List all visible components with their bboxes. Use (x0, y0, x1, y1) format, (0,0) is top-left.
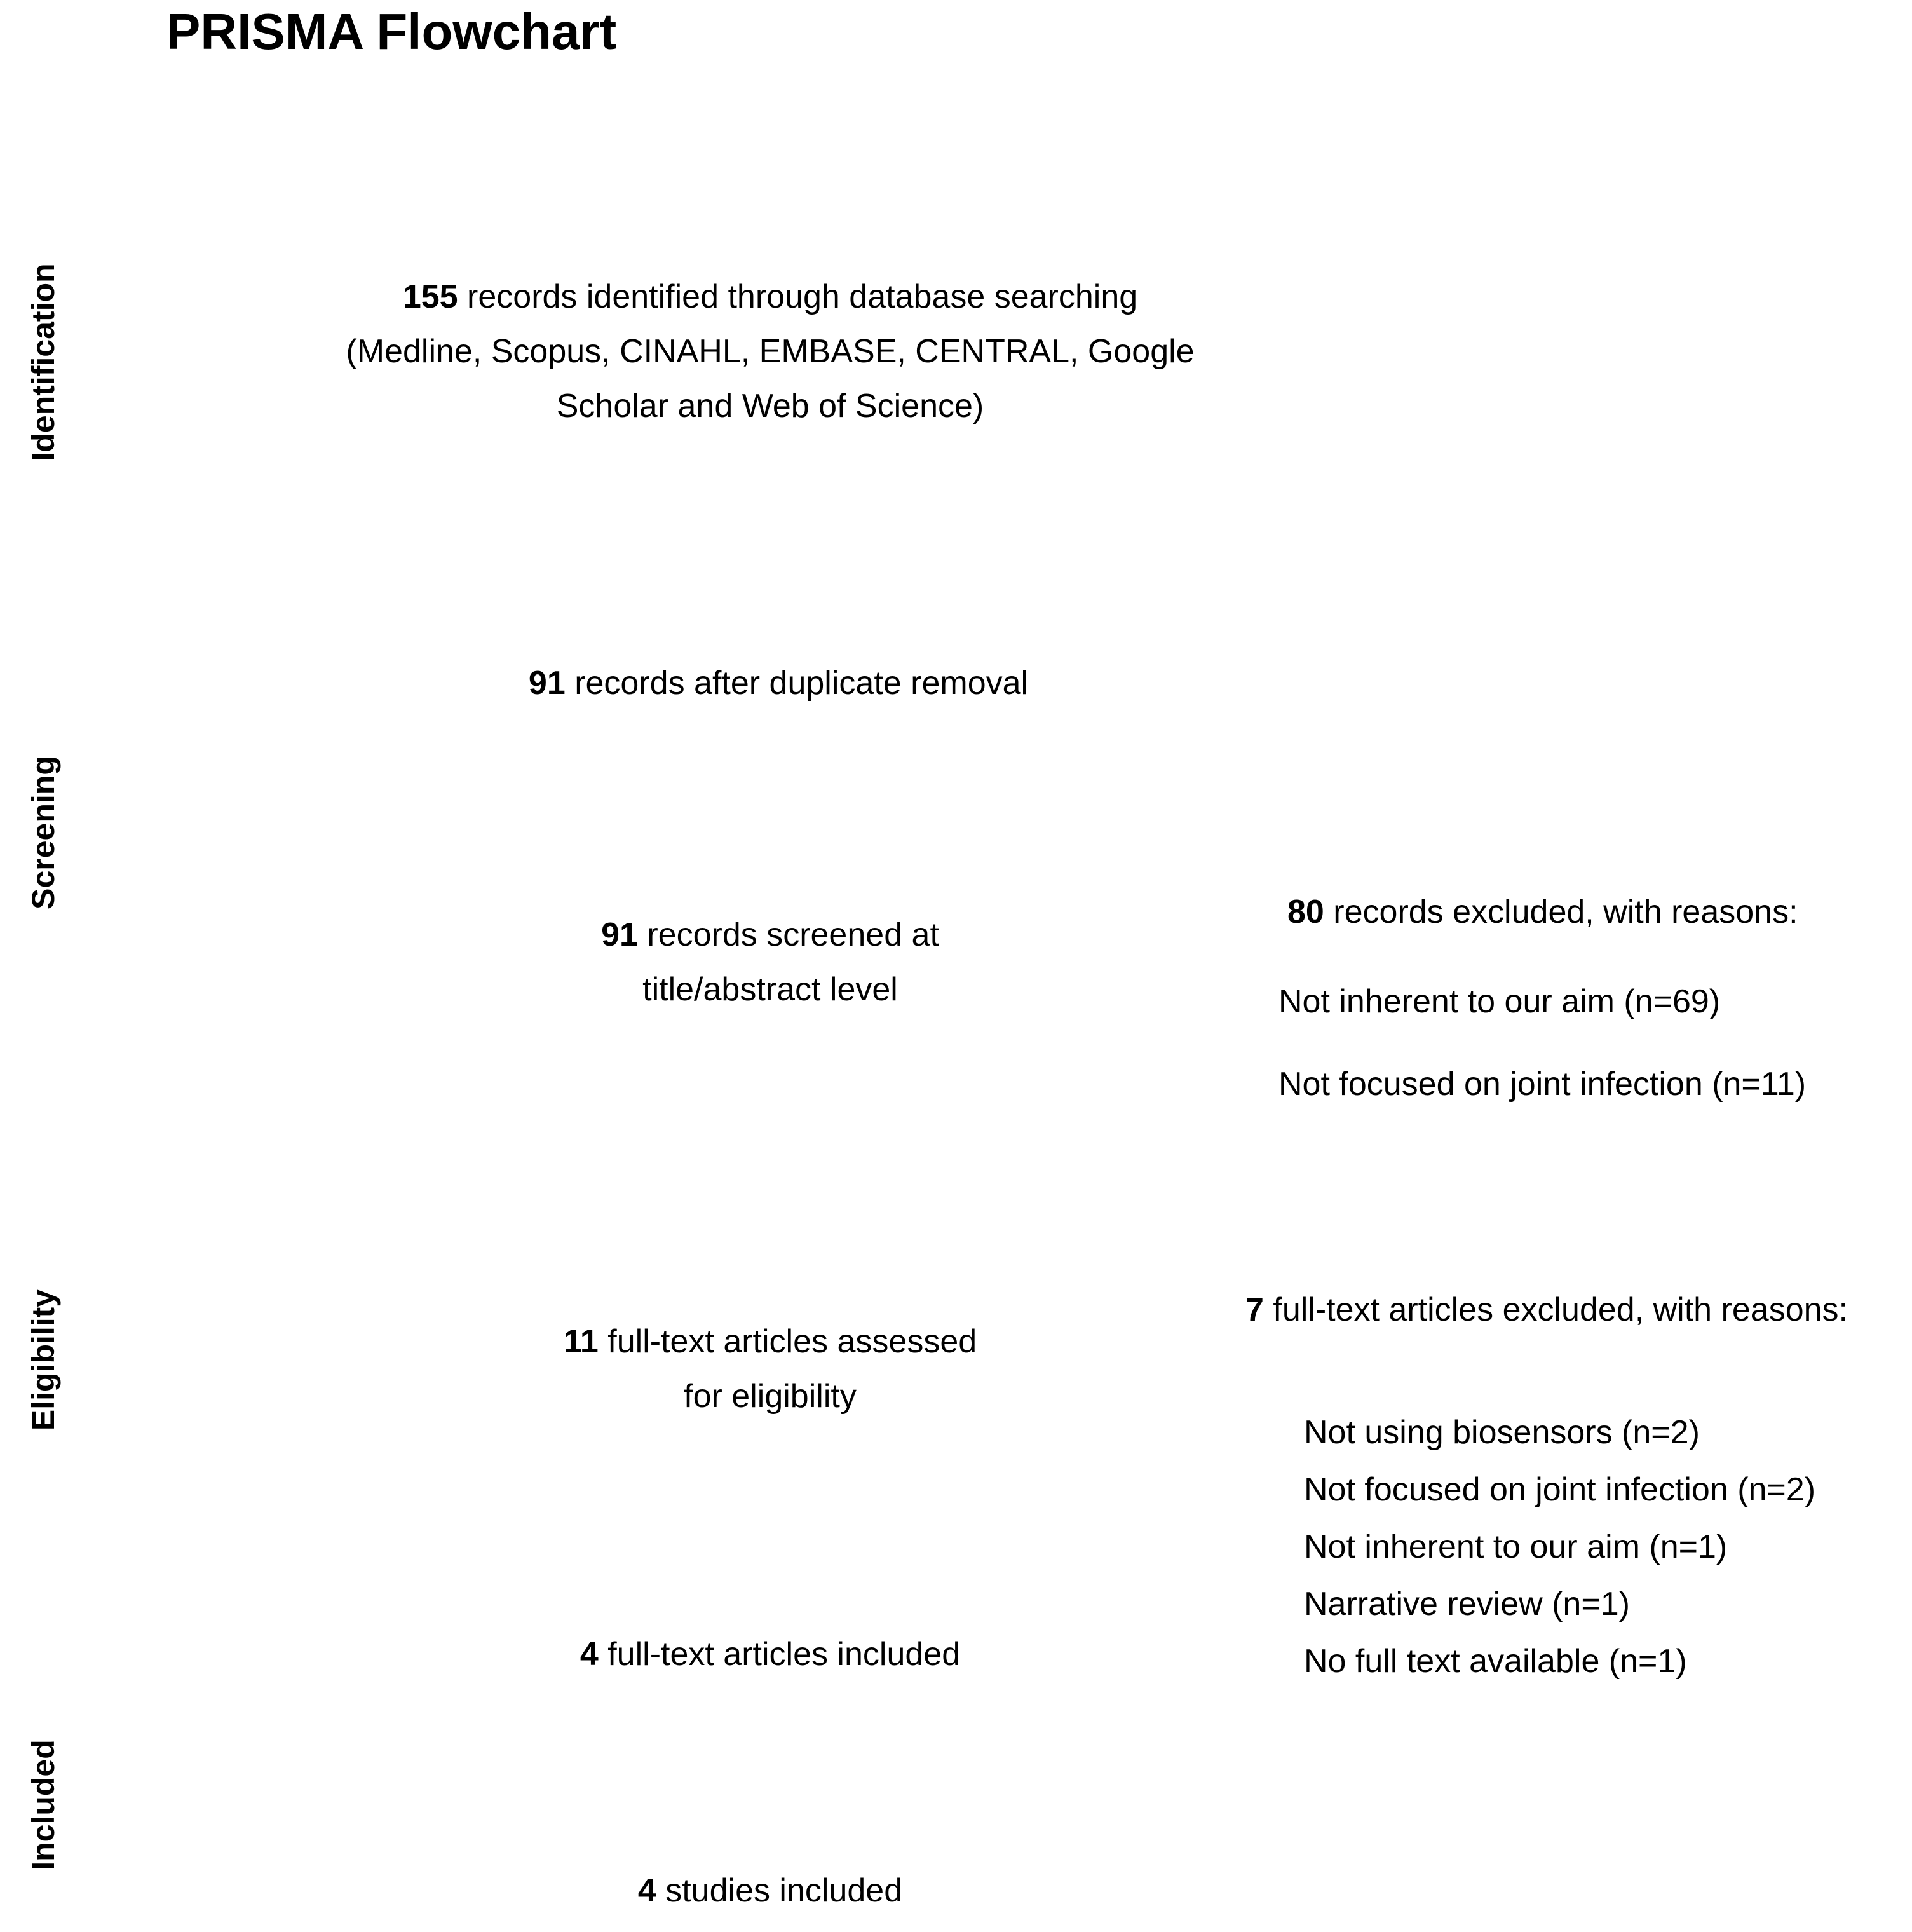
excluded-screening-header (1287, 885, 1798, 939)
page-title: PRISMA Flowchart (166, 3, 617, 60)
fulltext-included-box (580, 1627, 960, 1682)
identification-box (346, 269, 1194, 433)
screened-box (601, 908, 939, 1017)
stage-label-eligibility: Eligibility (25, 1289, 61, 1431)
excluded-screening-count: 80 (1287, 894, 1324, 930)
excluded-screening-text: records excluded, with reasons: (1324, 894, 1798, 930)
identification-line-1 (346, 269, 1194, 324)
studies-included-count: 4 (637, 1872, 656, 1909)
excluded-fulltext-reason: Not using biosensors (n=2) (1304, 1414, 1700, 1451)
excluded-fulltext-reason: Not focused on joint infection (n=2) (1304, 1471, 1816, 1508)
eligibility-box (564, 1314, 977, 1424)
excluded-fulltext-reason: Narrative review (n=1) (1304, 1586, 1630, 1622)
excluded-fulltext-reason: No full text available (n=1) (1304, 1643, 1687, 1680)
studies-included-text: studies included (656, 1872, 903, 1909)
excluded-screening-reason: Not inherent to our aim (n=69) (1278, 983, 1721, 1020)
excluded-fulltext-count: 7 (1245, 1291, 1264, 1328)
identification-text: records identified through database searching (458, 278, 1138, 315)
screened-line-2: title/abstract level (642, 971, 898, 1008)
excluded-fulltext-reason: Not inherent to our aim (n=1) (1304, 1528, 1728, 1565)
excluded-screening-reason: Not focused on joint infection (n=11) (1278, 1066, 1807, 1103)
screened-text: records screened at (637, 916, 939, 953)
excluded-fulltext-text: full-text articles excluded, with reasons: (1263, 1291, 1848, 1328)
fulltext-included-count: 4 (580, 1636, 599, 1673)
fulltext-included-text: full-text articles included (598, 1636, 961, 1673)
eligibility-line-2: for eligibility (684, 1378, 857, 1415)
excluded-fulltext-header (1245, 1282, 1848, 1337)
identification-count: 155 (402, 278, 458, 315)
screened-count: 91 (601, 916, 638, 953)
duplicates-box (529, 656, 1028, 711)
eligibility-count: 11 (563, 1323, 599, 1360)
identification-line-2: (Medline, Scopus, CINAHL, EMBASE, CENTRAL, Google (346, 333, 1195, 370)
stage-label-included: Included (25, 1739, 61, 1870)
stage-label-identification: Identification (25, 263, 61, 461)
duplicates-count: 91 (528, 665, 566, 702)
identification-line-3: Scholar and Web of Science) (556, 388, 984, 425)
stage-label-screening: Screening (25, 756, 61, 909)
eligibility-text: full-text articles assessed (598, 1323, 977, 1360)
studies-included-box (638, 1863, 902, 1918)
duplicates-text: records after duplicate removal (565, 665, 1029, 702)
